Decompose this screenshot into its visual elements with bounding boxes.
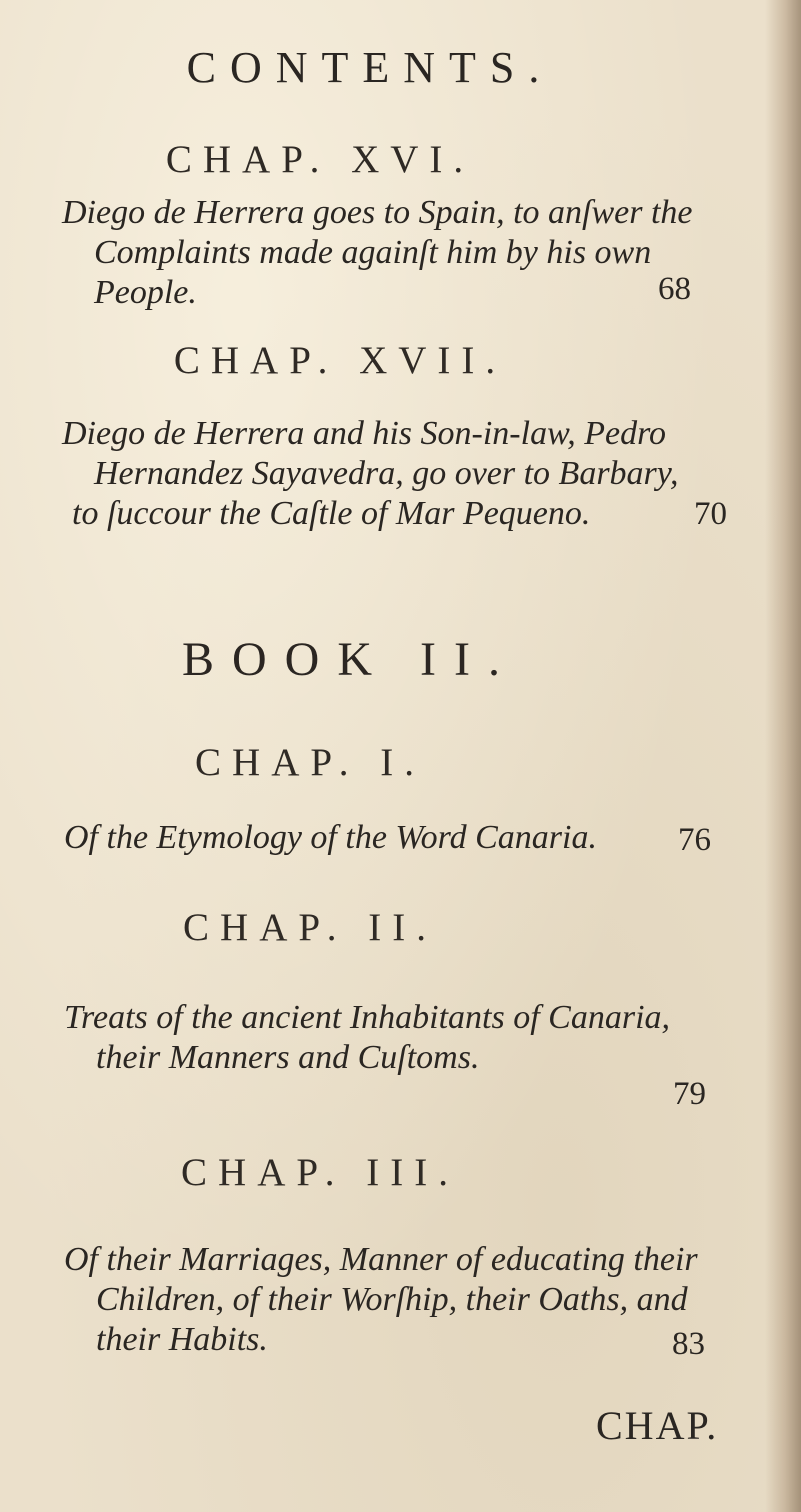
entry-line: Diego de Herrera goes to Spain, to anſwer the — [62, 194, 693, 231]
page-number: 76 — [678, 822, 711, 858]
page-number: 68 — [658, 271, 691, 307]
entry-line: Treats of the ancient Inhabitants of Canaria, — [64, 999, 671, 1036]
chapter-entry-xvii — [62, 414, 679, 534]
entry-line: Children, of their Worſhip, their Oaths, and — [96, 1281, 688, 1318]
page-number: 83 — [672, 1326, 705, 1362]
page-gutter-shadow — [765, 0, 801, 1512]
entry-line: Hernandez Sayavedra, go over to Barbary, — [94, 455, 679, 492]
entry-line: their Manners and Cuſtoms. — [96, 1039, 480, 1076]
catchword: CHAP. — [596, 1403, 719, 1448]
entry-line: People. — [94, 274, 197, 311]
page-number: 70 — [694, 496, 727, 532]
chapter-entry-iii — [64, 1240, 698, 1360]
entry-line: their Habits. — [96, 1321, 268, 1358]
entry-line: Complaints made againſt him by his own — [94, 234, 652, 271]
chapter-heading-i: CHAP. I. — [195, 741, 425, 784]
chapter-heading-ii: CHAP. II. — [183, 906, 437, 949]
chapter-heading-xvi: CHAP. XVI. — [165, 138, 475, 181]
chapter-heading-xvii: CHAP. XVII. — [173, 339, 507, 382]
chapter-entry-xvi — [62, 193, 693, 313]
entry-line: Of their Marriages, Manner of educating their — [64, 1241, 698, 1278]
page-number: 79 — [673, 1076, 706, 1112]
entry-line: to ſuccour the Caſtle of Mar Pequeno. — [72, 495, 591, 532]
entry-line: Of the Etymology of the Word Canaria. — [64, 819, 597, 856]
chapter-entry-ii — [64, 998, 670, 1078]
chapter-entry-i — [64, 818, 597, 858]
book-heading: BOOK II. — [182, 633, 518, 686]
contents-title: CONTENTS. — [186, 43, 554, 92]
chapter-heading-iii: CHAP. III. — [181, 1151, 459, 1194]
entry-line: Diego de Herrera and his Son-in-law, Pedro — [62, 415, 667, 452]
